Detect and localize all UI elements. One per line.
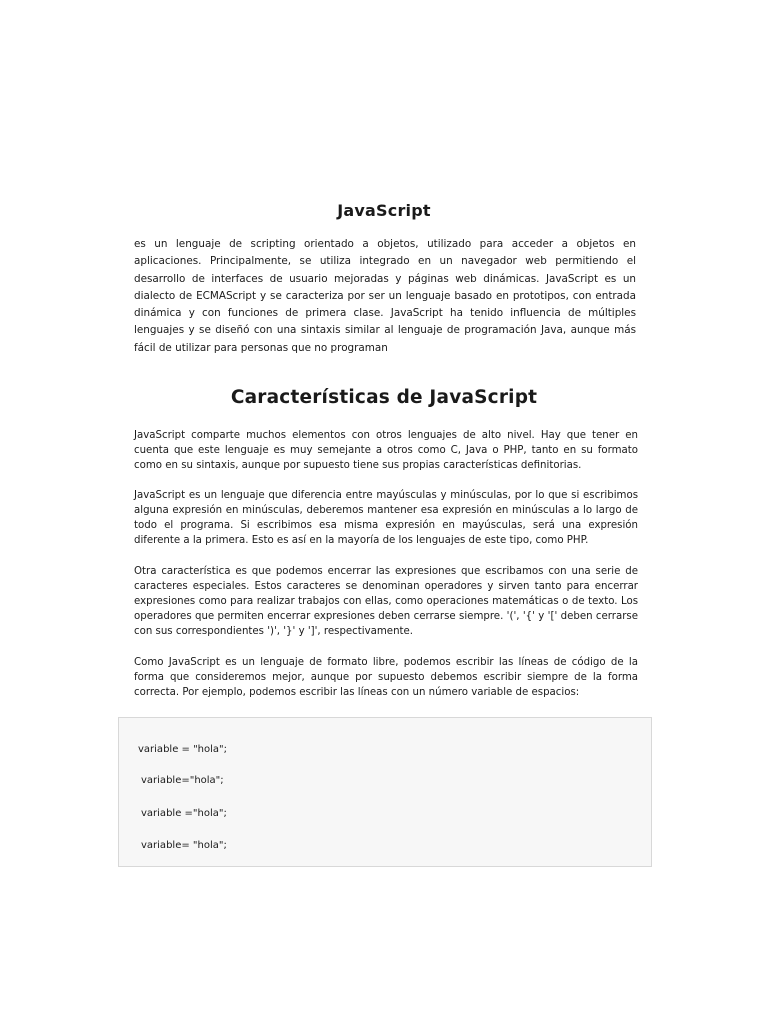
code-line: variable ="hola"; — [141, 808, 227, 819]
paragraph-free-format — [134, 655, 638, 700]
section-title: Características de JavaScript — [230, 387, 538, 408]
paragraph-operators — [134, 564, 638, 639]
page-title: JavaScript — [337, 201, 431, 220]
code-example-box — [118, 717, 652, 867]
intro-paragraph: es un lenguaje de scripting orientado a objetos, utilizado para acceder a objetos en aplicaciones. Principalmente, se utiliza integrado en un navegador web permitiendo el desarrollo de interfaces de usuario mejoradas y páginas web dinámicas. JavaScript es un dialecto de ECMAScript y se caracteriza por ser un lenguaje basado en prototipos, con entrada dinámica y con funciones de primera clase. JavaScript ha tenido influencia de múltiples lenguajes y se diseñó con una sintaxis similar al lenguaje de programación Java, aunque más fácil de utilizar para personas que no programan — [134, 238, 636, 354]
paragraph-text: Otra característica es que podemos encerrar las expresiones que escribamos con una serie de caracteres especiales. Estos caracteres se denominan operadores y sirven tanto para encerrar expresiones como para realizar trabajos con ellas, como operaciones matemáticas o de texto. Los operadores que permiten encerrar expresiones deben cerrarse siempre. '(', '{' y '[' deben cerrarse con sus correspondientes ')', '}' y ']', respectivamente. — [134, 566, 638, 637]
paragraph-case-sensitivity — [134, 488, 638, 548]
paragraph-text: JavaScript es un lenguaje que diferencia entre mayúsculas y minúsculas, por lo que si escribimos alguna expresión en minúsculas, deberemos mantener esa expresión en minúsculas a lo largo de todo el programa. Si escribimos esa misma expresión en mayúsculas, será una expresión diferente a la primera. Esto es así en la mayoría de los lenguajes de este tipo, como PHP. — [134, 490, 638, 546]
code-line: variable="hola"; — [141, 775, 224, 786]
paragraph-case-sensitivity-intro — [134, 428, 638, 473]
code-line: variable= "hola"; — [141, 840, 227, 851]
paragraph-text: Como JavaScript es un lenguaje de formato libre, podemos escribir las líneas de código de la forma que consideremos mejor, aunque por supuesto debemos escribir siempre de la forma correcta. Por ejemplo, podemos escribir las líneas con un número variable de espacios: — [134, 657, 638, 698]
code-line: variable = "hola"; — [138, 744, 228, 755]
paragraph-text: JavaScript comparte muchos elementos con otros lenguajes de alto nivel. Hay que tener en cuenta que este lenguaje es muy semejante a otros como C, Java o PHP, tanto en su formato como en su sintaxis, aunque por supuesto tiene sus propias características definitorias. — [134, 430, 638, 471]
